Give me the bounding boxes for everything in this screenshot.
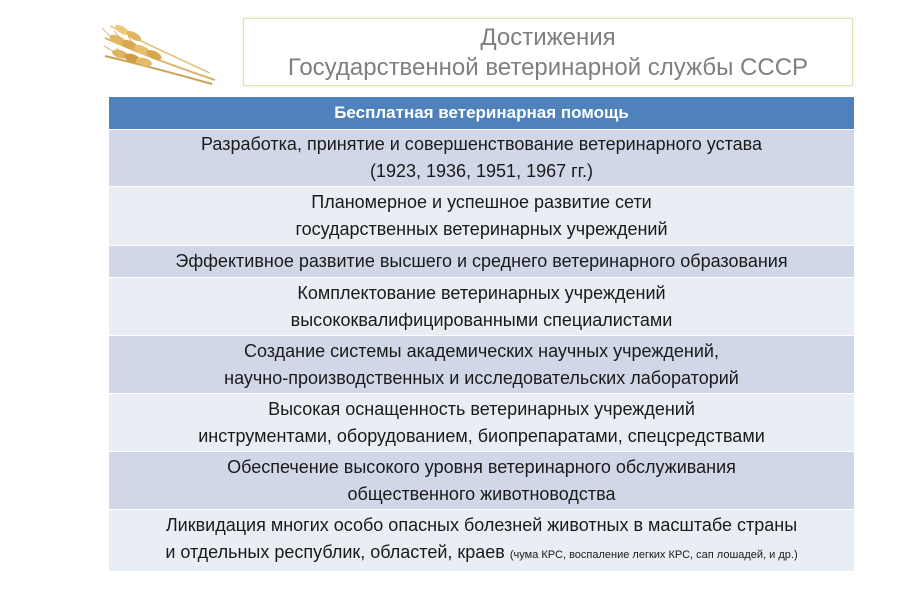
row-text: инструментами, оборудованием, биопрепаратами, спецсредствами <box>198 425 765 446</box>
table-row <box>109 130 854 187</box>
row-text: Разработка, принятие и совершенствование ветеринарного устава <box>201 134 762 154</box>
table-row <box>109 510 854 572</box>
row-text: Высокая оснащенность ветеринарных учреждений <box>268 398 695 419</box>
table-header: Бесплатная ветеринарная помощь <box>109 97 854 130</box>
row-text: Обеспечение высокого уровня ветеринарного обслуживания <box>227 456 736 477</box>
row-text-with-note <box>165 539 797 569</box>
achievements-table <box>109 97 854 572</box>
slide-title <box>243 18 853 86</box>
table-row <box>109 394 854 452</box>
row-text: Планомерное и успешное развитие сети <box>311 192 652 212</box>
table-row <box>109 187 854 246</box>
table-row <box>109 336 854 394</box>
slide-title-line1: Достижения <box>480 24 616 51</box>
row-text: Ликвидация многих особо опасных болезней животных в масштабе страны <box>165 515 798 535</box>
row-text: Создание системы академических научных учреждений, <box>244 340 719 361</box>
row-text: государственных ветеринарных учреждений <box>295 219 668 239</box>
slide-title-line2: Государственной ветеринарной службы СССР <box>287 54 809 81</box>
row-text: и отдельных республик, областей, краев <box>165 542 505 562</box>
row-text: научно-производственных и исследовательских лабораторий <box>224 367 739 388</box>
table-row <box>109 278 854 336</box>
wheat-icon <box>100 18 220 90</box>
row-text: (1923, 1936, 1951, 1967 гг.) <box>369 161 594 181</box>
row-text: общественного животноводства <box>347 483 616 504</box>
row-text: Комплектование ветеринарных учреждений <box>297 282 666 303</box>
row-note: (чума КРС, воспаление легких КРС, сап лошадей, и др.) <box>509 549 798 561</box>
row-text: высококвалифицированными специалистами <box>290 309 673 330</box>
row-text: Эффективное развитие высшего и среднего ветеринарного образования <box>175 251 788 271</box>
table-row <box>109 452 854 510</box>
table-row <box>109 246 854 278</box>
